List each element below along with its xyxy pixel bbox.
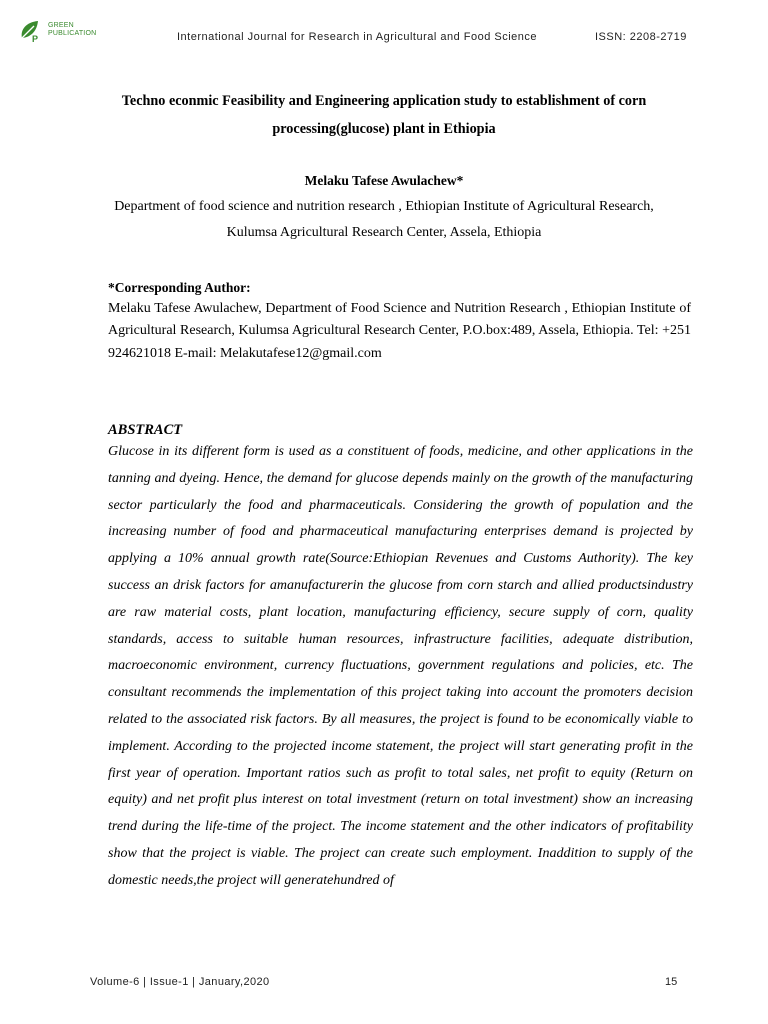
abstract-text: Glucose in its different form is used as a constituent of foods, medicine, and other applications in the tanning and dyeing. Hence, the demand for glucose depends mainly on the growth of the manufacturing sector particularly the food and pharmaceuticals. Considering the growth of population and the increasing number of food and pharmaceutical manufacturing enterprises demand is projected by applying a 10% annual growth rate(Source:Ethiopian Revenues and Customs Authority). The key success an drisk factors for amanufacturerin the glucose from corn starch and allied productsindustry are raw material costs, plant location, manufacturing efficiency, secure supply of corn, quality standards, access to suitable human resources, infrastructure facilities, adequate distribution, macroeconomic environment, currency fluctuations, government regulations and policies, etc. The consultant recommends the implementation of this project taking into account the promoters decision related to the associated risk factors. By all measures, the project is found to be economically viable to implement. According to the projected income statement, the project will start generating profit in the first year of operation. Important ratios such as profit to total sales, net profit to equity (Return on equity) and net profit plus interest on total investment (return on total investment) show an increasing trend during the life-time of the project. The income statement and the other indicators of profitability show that the project is viable. The project can create such employment. Inaddition to supply of the domestic needs,the project will generatehundred of [108,444,693,888]
abstract-heading: ABSTRACT [108,422,183,438]
affiliation-line-2: Kulumsa Agricultural Research Center, Assela, Ethiopia [226,225,542,240]
author-name: Melaku Tafese Awulachew* [304,173,464,188]
article-title-line-2: processing(glucose) plant in Ethiopia [272,121,496,137]
footer-volume-info: Volume-6 | Issue-1 | January,2020 [90,976,270,988]
logo-line-2: PUBLICATION [48,30,97,37]
logo-text [48,22,96,38]
journal-name: International Journal for Research in Agricultural and Food Science [177,31,538,43]
article-title-line-1: Techno econmic Feasibility and Engineering application study to establishment of corn [121,93,647,109]
affiliation-line-1: Department of food science and nutrition research , Ethiopian Institute of Agricultural Research, [114,199,654,214]
logo-line-1: GREEN [48,22,74,29]
page-number: 15 [665,976,678,988]
corresponding-author-details: Melaku Tafese Awulachew, Department of Food Science and Nutrition Research , Ethiopian Institute of Agricultural Research, Kulumsa Agricultural Research Center, P.O.box:489, Assela, Ethiopia. Tel: +251 924621018 E-mail: Melakutafese12@gmail.com [108,301,691,361]
issn: ISSN: 2208-2719 [595,31,687,43]
green-publication-leaf-icon [18,18,44,44]
corresponding-author-label: *Corresponding Author: [108,280,251,295]
svg-text:P: P [32,34,39,44]
publisher-logo [18,16,104,46]
